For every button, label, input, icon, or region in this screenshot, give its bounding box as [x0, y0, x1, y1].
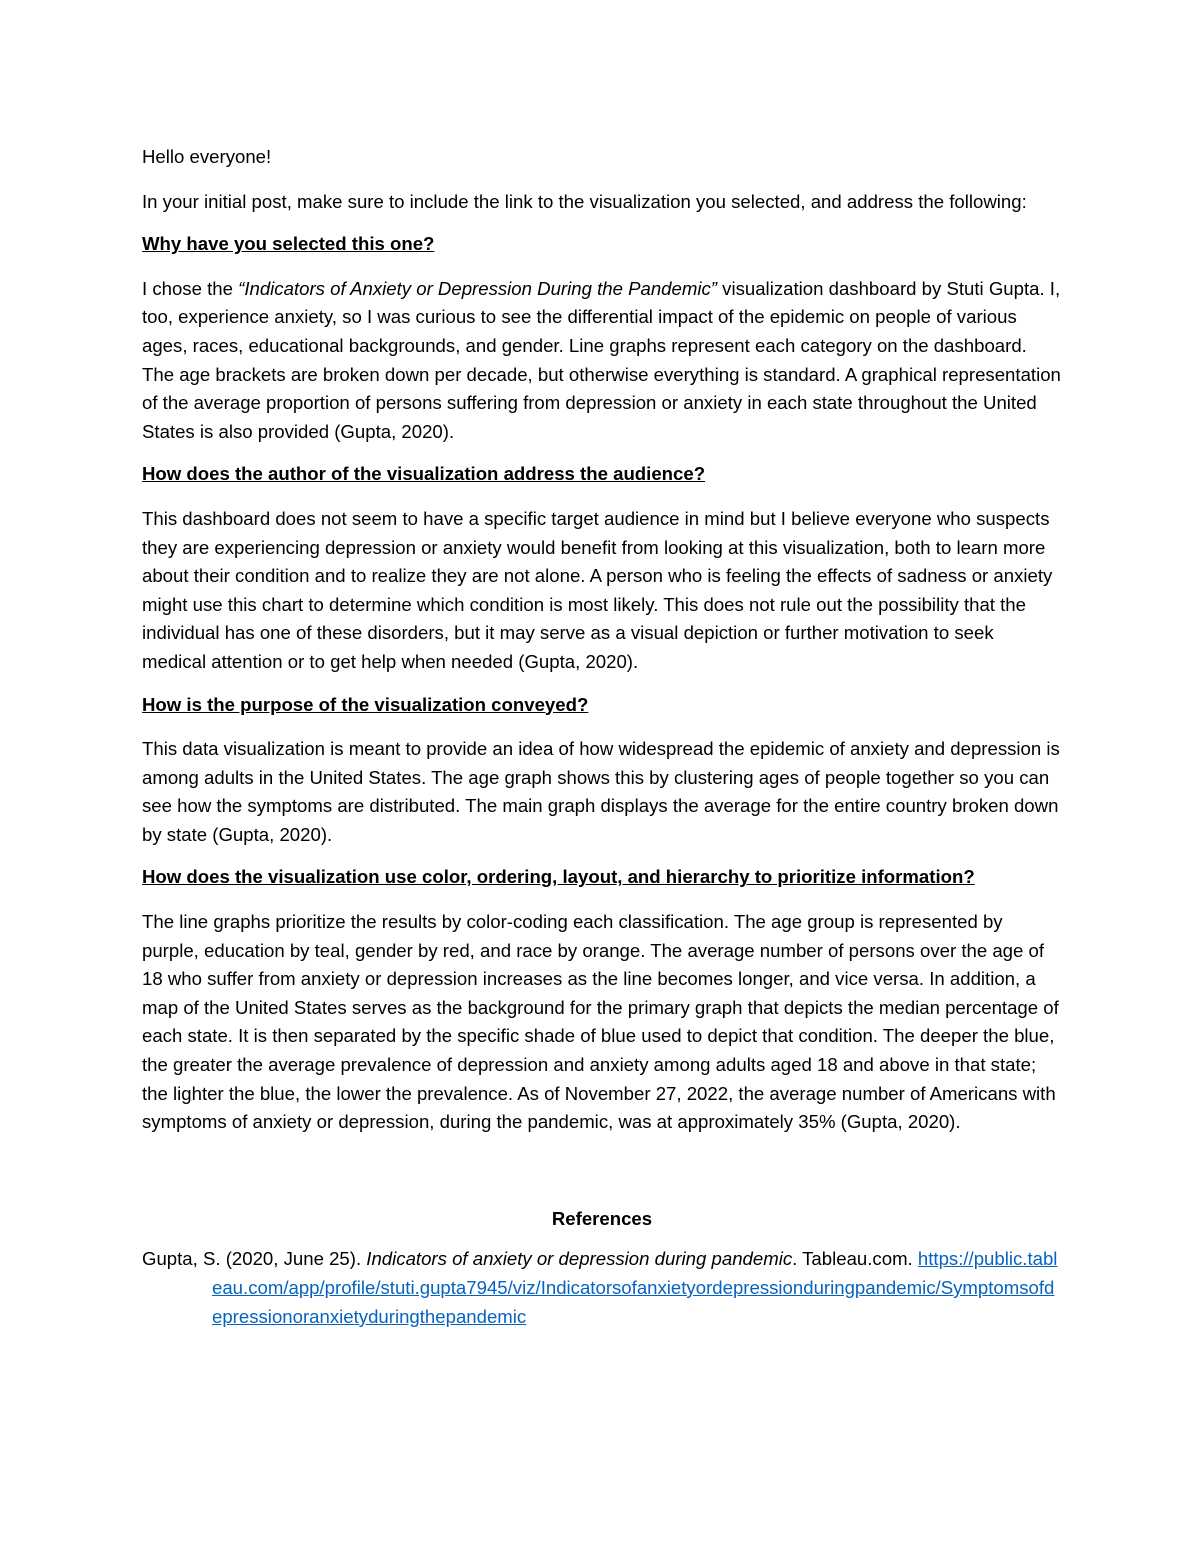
body-suffix: visualization dashboard by Stuti Gupta. I, too, experience anxiety, so I was curious to see the differential impact of the epidemic on people of various ages, races, educational backgrounds, and gender. Line graphs represent each category on the dashboard. The age brackets are broken down per decade, but otherwise everything is standard. A graphical representation of the average proportion of persons suffering from depression or anxiety in each state throughout the United States is also provided (Gupta, 2020).	[142, 277, 1061, 442]
section-body-audience: This dashboard does not seem to have a specific target audience in mind but I believe everyone who suspects they are experiencing depression or anxiety would benefit from looking at this visualization, both to learn more about their condition and to realize they are not alone. A person who is feeling the effects of sadness or anxiety might use this chart to determine which condition is most likely. This does not rule out the possibility that the individual has one of these disorders, but it may serve as a visual depiction or further motivation to seek medical attention or to get help when needed (Gupta, 2020).	[142, 507, 1053, 672]
section-heading-purpose: How is the purpose of the visualization conveyed?	[142, 693, 589, 715]
reference-author-date: Gupta, S. (2020, June 25).	[142, 1248, 367, 1270]
dashboard-title: “Indicators of Anxiety or Depression During the Pandemic”	[238, 277, 717, 299]
intro-paragraph: In your initial post, make sure to include the link to the visualization you selected, and address the following:	[142, 190, 1027, 212]
section-heading-color: How does the visualization use color, ordering, layout, and hierarchy to prioritize information?	[142, 866, 975, 888]
section-heading-selection: Why have you selected this one?	[142, 233, 435, 255]
greeting: Hello everyone!	[142, 146, 272, 167]
section-body-purpose: This data visualization is meant to provide an idea of how widespread the epidemic of anxiety and depression is among adults in the United States. The age graph shows this by clustering ages of people together so you can see how the symptoms are distributed. The main graph displays the average for the entire country broken down by state (Gupta, 2020).	[142, 738, 1060, 845]
document-body	[142, 143, 1062, 1331]
references-title: References	[551, 1207, 653, 1229]
reference-title: Indicators of anxiety or depression during pandemic	[366, 1248, 793, 1270]
section-body-selection	[142, 275, 1062, 447]
reference-link[interactable]: https://public.tableau.com/app/profile/stuti.gupta7945/viz/Indicatorsofanxietyordepressionduringpandemic/Symptomsofdepressionoranxietyduringthepandemic	[212, 1248, 1058, 1327]
body-prefix: I chose the	[142, 277, 239, 299]
spacer	[142, 1151, 1062, 1205]
section-body-color: The line graphs prioritize the results by color-coding each classification. The age group is represented by purple, education by teal, gender by red, and race by orange. The average number of persons over the age of 18 who suffer from anxiety or depression increases as the line becomes longer, and vice versa. In addition, a map of the United States serves as the background for the primary graph that depicts the median percentage of each state. It is then separated by the specific shade of blue used to depict that condition. The deeper the blue, the greater the average prevalence of depression and anxiety among adults aged 18 and above in that state; the lighter the blue, the lower the prevalence. As of November 27, 2022, the average number of Americans with symptoms of anxiety or depression, during the pandemic, was at approximately 35% (Gupta, 2020).	[142, 911, 1059, 1133]
section-heading-audience: How does the author of the visualization address the audience?	[142, 463, 706, 485]
reference-source: . Tableau.com.	[792, 1248, 918, 1270]
reference-entry	[142, 1245, 1062, 1331]
